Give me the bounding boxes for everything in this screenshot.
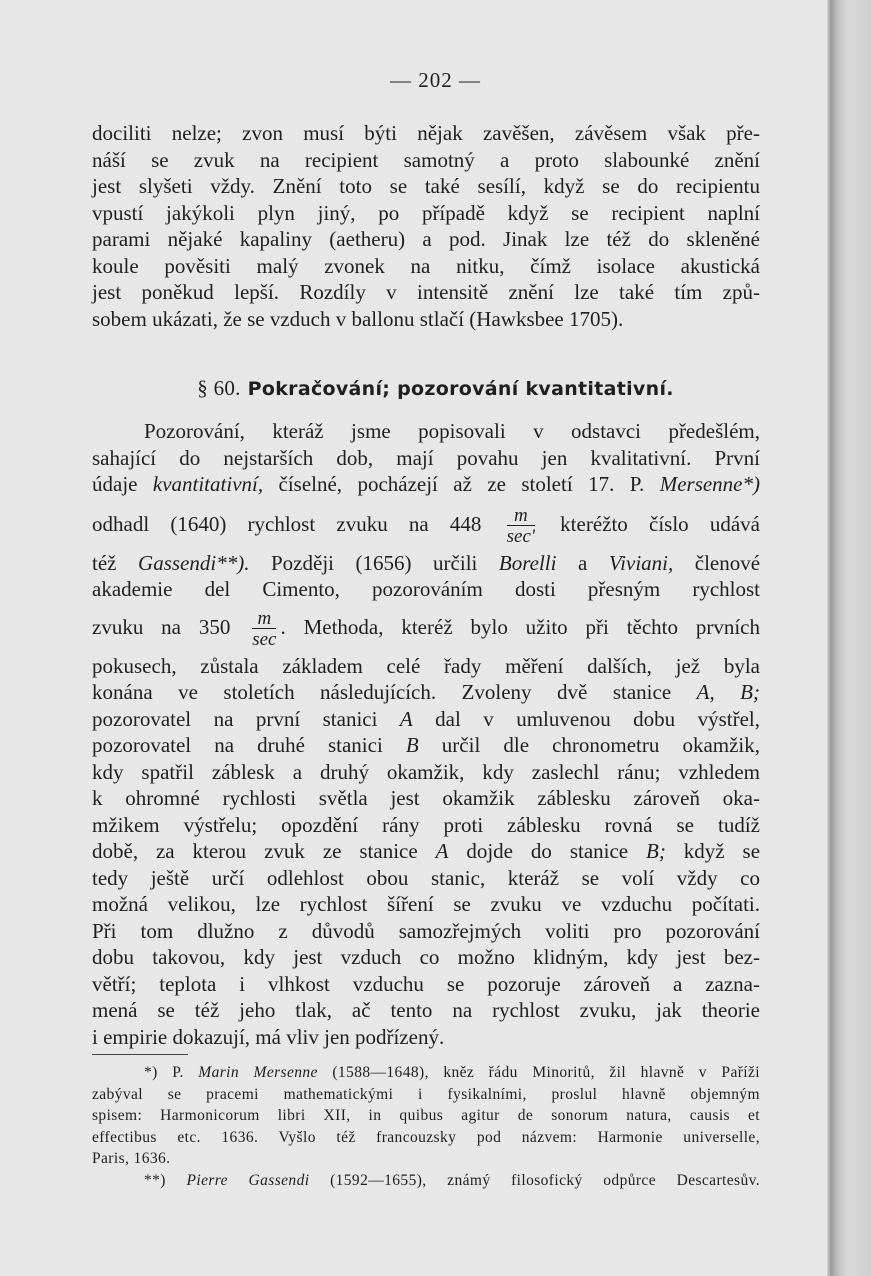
velocity-fraction: $\frac{m}{\sec'}$: [506, 504, 535, 547]
text-line: zvuku na 350 $\frac{m}{\sec}$ . Methoda, kteréž bylo užito při těchto prvních: [92, 607, 761, 650]
text-line: Pozorování, kteráž jsme popisovali v odstavci předešlém,: [144, 419, 760, 443]
text-line: dobu takovou, kdy jest vzduch co možno klidným, kdy jest bez-: [92, 945, 760, 969]
text-line: parami nějaké kapaliny (aetheru) a pod. Jinak lze též do skleněné: [92, 227, 760, 251]
text-line: tedy ještě určí odlehlost obou stanic, kteráž se volí vždy co: [92, 865, 760, 890]
text-line: vpustí jakýkoli plyn jiný, po případě když se recipient naplní: [92, 200, 760, 225]
text-line: též Gassendi**). Později (1656) určili Borelli a Viviani, členové: [92, 550, 761, 575]
text-line: odhadl (1640) rychlost zvuku na 448 $\frac{m}{\sec'}$ kteréžto číslo udává: [92, 504, 760, 547]
text-line: konána ve stoletích následujících. Zvoleny dvě stanice A, B;: [92, 680, 761, 704]
text-line: jest poněkud lepší. Rozdíly v intensitě znění lze také tím způ-: [92, 280, 760, 304]
footnote-line: zabýval se pracemi mathematickými i fysikalními, proslul hlavně objemným: [92, 1085, 760, 1103]
footnote-line: Paris, 1636.: [92, 1150, 171, 1167]
footnote-line: **) Pierre Gassendi (1592—1655), známý filosofický odpůrce Descartesův.: [144, 1171, 761, 1189]
footnote-divider: [92, 1054, 188, 1055]
text-line: údaje kvantitativní, číselné, pocházejí až ze století 17. P. Mersenne*): [92, 472, 760, 496]
text-line: větří; teplota i vlhkost vzduchu se pozoruje zároveň a zazna-: [92, 971, 760, 996]
paragraph-1: [92, 120, 760, 332]
text-line: pokusech, zůstala základem celé řady měření dalších, jež byla: [92, 653, 760, 678]
text-line: mená se též jeho tlak, ač tento na rychlost zvuku, jak theorie: [92, 998, 760, 1022]
text-line: sobem ukázati, že se vzduch v ballonu stlačí (Hawksbee 1705).: [92, 306, 624, 331]
paragraph-2: [92, 418, 760, 1050]
text-line: koule pověsiti malý zvonek na nitku, čímž isolace akustická: [92, 253, 760, 278]
text-line: dociliti nelze; zvon musí býti nějak zavěšen, závěsem však pře-: [92, 121, 760, 145]
footnote-line: *) P. Marin Mersenne (1588—1648), kněz řádu Minoritů, žil hlavně v Paříži: [144, 1064, 760, 1081]
text-line: pozorovatel na první stanici A dal v umluvenou dobu výstřel,: [92, 706, 761, 731]
text-line: sahající do nejstarších dob, mají povahu jen kvalitativní. První: [92, 445, 760, 470]
text-line: kdy spatřil záblesk a druhý okamžik, kdy zaslechl ránu; vzhledem: [92, 759, 760, 784]
text-line: i empirie dokazují, má vliv jen podřízený.: [92, 1024, 445, 1049]
text-line: akademie del Cimento, pozorováním dosti přesným rychlost: [92, 577, 760, 601]
text-line: době, za kterou zvuk ze stanice A dojde do stanice B; když se: [92, 839, 761, 863]
velocity-fraction: $\frac{m}{\sec}$: [252, 607, 277, 650]
text-line: náší se zvuk na recipient samotný a proto slabounké znění: [92, 147, 760, 172]
footnotes: [92, 1062, 760, 1191]
text-line: k ohromné rychlosti světla jest okamžik záblesku zároveň oka-: [92, 786, 760, 810]
page-number: — 202 —: [390, 68, 481, 92]
section-heading: [0, 376, 871, 401]
footnote-line: spisem: Harmonicorum libri XII, in quibus agitur de sonorum natura, causis et: [92, 1107, 760, 1124]
text-line: Při tom dlužno z důvodů samozřejmých voliti pro pozorování: [92, 918, 760, 943]
section-title: Pokračování; pozorování kvantitativní.: [247, 378, 674, 400]
text-line: mžikem výstřelu; opozdění rány proti záblesku rovná se tudíž: [92, 812, 760, 837]
footnote-line: effectibus etc. 1636. Vyšlo též francouzsky pod názvem: Harmonie universelle,: [92, 1128, 760, 1146]
text-line: pozorovatel na druhé stanici B určil dle chronometru okamžik,: [92, 733, 761, 757]
section-number: § 60.: [197, 376, 241, 400]
text-line: možná velikou, lze rychlost šíření se zvuku ve vzduchu počítati.: [92, 892, 760, 916]
page-edge-shadow: [827, 0, 871, 1276]
text-line: jest slyšeti vždy. Znění toto se také sesílí, když se do recipientu: [92, 174, 760, 198]
